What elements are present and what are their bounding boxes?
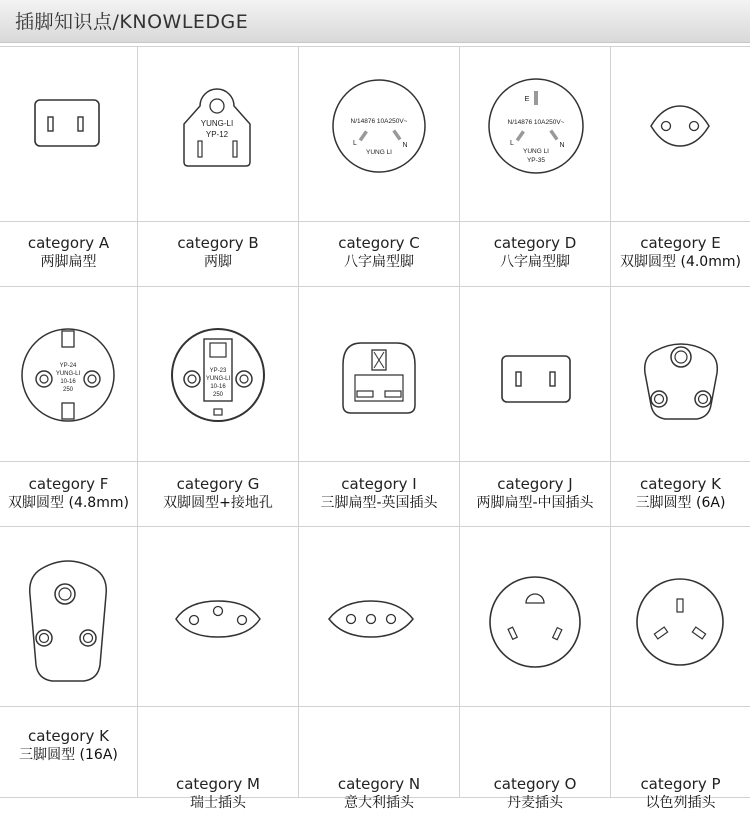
category-name: category I xyxy=(341,475,417,493)
category-desc: 瑞士插头 xyxy=(190,795,246,811)
plug-card-g xyxy=(138,287,298,526)
category-desc: 双脚圆型+接地孔 xyxy=(163,495,273,511)
plug-marking: YP-24 xyxy=(59,363,77,369)
plug-card-f xyxy=(0,287,137,526)
plug-card-b xyxy=(138,46,298,286)
plug-card-e xyxy=(611,46,750,286)
pin-label-n: N xyxy=(402,142,408,149)
category-name: category J xyxy=(497,475,573,493)
category-desc: 丹麦插头 xyxy=(507,795,563,811)
category-name: category P xyxy=(640,775,721,793)
plug-card-p xyxy=(611,527,750,811)
plug-card-j xyxy=(460,287,610,526)
category-name: category K xyxy=(28,727,109,745)
pin-label-l: L xyxy=(353,140,357,147)
plug-card-o xyxy=(460,527,610,811)
plug-card-a xyxy=(0,46,137,286)
plug-label xyxy=(460,234,610,272)
plug-label xyxy=(299,234,459,272)
round-pin-earth-hole-icon xyxy=(138,287,298,462)
plug-card-d xyxy=(460,46,610,286)
plug-marking: YUNG-LI xyxy=(205,376,231,382)
category-desc: 双脚圆型 (4.8mm) xyxy=(8,495,129,511)
category-name: category G xyxy=(176,475,260,493)
category-desc: 两脚扁型-中国插头 xyxy=(476,495,594,511)
plug-marking: YP-12 xyxy=(205,130,229,139)
swiss-plug-icon xyxy=(138,527,298,706)
angled-flat-pin-earth-icon xyxy=(460,46,610,221)
plug-label xyxy=(460,775,610,813)
category-name: category D xyxy=(493,234,577,252)
uk-plug-icon xyxy=(299,287,459,462)
italy-plug-icon xyxy=(299,527,459,706)
plug-label xyxy=(0,234,137,272)
category-name: category K xyxy=(640,475,721,493)
plug-marking: YUNG LI xyxy=(522,148,550,155)
plug-card-i xyxy=(299,287,459,526)
plug-card-m xyxy=(138,527,298,811)
pin-label-e: E xyxy=(524,94,530,103)
category-name: category A xyxy=(27,234,110,252)
category-desc: 两脚 xyxy=(204,254,232,270)
plug-card-c xyxy=(299,46,459,286)
plug-marking: YUNG-LI xyxy=(200,119,234,128)
category-name: category N xyxy=(337,775,421,793)
schuko-round-pin-icon xyxy=(0,287,137,462)
plug-label xyxy=(138,475,298,513)
china-flat-pin-icon xyxy=(460,287,610,462)
plug-marking: 250 xyxy=(62,387,74,393)
plug-label xyxy=(299,775,459,813)
category-name: category B xyxy=(177,234,259,252)
three-round-pin-6a-icon xyxy=(611,287,750,462)
two-flat-pin-icon xyxy=(0,46,137,221)
pin-label-n: N xyxy=(559,142,565,149)
plug-label xyxy=(0,727,137,765)
plug-marking: 10-16 xyxy=(60,379,76,385)
category-desc: 三脚圆型 (16A) xyxy=(19,747,118,763)
category-desc: 意大利插头 xyxy=(344,795,414,811)
plug-marking: N/14876 10A250V~ xyxy=(350,118,408,125)
pin-label-l: L xyxy=(510,140,514,147)
category-desc: 两脚扁型 xyxy=(40,254,97,270)
plug-marking: N/14876 10A250V~ xyxy=(507,119,565,126)
plug-marking: 10-16 xyxy=(210,384,226,390)
plug-card-n xyxy=(299,527,459,811)
category-desc: 三脚圆型 (6A) xyxy=(635,495,726,511)
plug-label xyxy=(611,775,750,813)
plug-label xyxy=(0,475,137,513)
category-name: category F xyxy=(28,475,109,493)
plug-marking: YUNG-LI xyxy=(55,371,81,377)
plug-label xyxy=(138,775,298,813)
plug-marking: YP-35 xyxy=(526,157,546,164)
two-pin-plug-icon xyxy=(138,46,298,221)
plug-grid xyxy=(0,46,750,811)
category-desc: 八字扁型脚 xyxy=(344,254,414,270)
plug-label xyxy=(611,475,750,513)
category-name: category O xyxy=(493,775,577,793)
category-desc: 双脚圆型 (4.0mm) xyxy=(620,254,741,270)
plug-marking: YUNG LI xyxy=(365,149,393,156)
plug-marking: YP-23 xyxy=(209,368,227,374)
category-name: category C xyxy=(338,234,420,252)
denmark-plug-icon xyxy=(460,527,610,706)
plug-label xyxy=(299,475,459,513)
plug-label xyxy=(138,234,298,272)
category-name: category M xyxy=(175,775,260,793)
plug-label xyxy=(611,234,750,272)
two-round-pin-icon xyxy=(611,46,750,221)
header-bar xyxy=(0,0,750,43)
page-title: 插脚知识点/KNOWLEDGE xyxy=(15,11,249,33)
category-desc: 以色列插头 xyxy=(645,795,716,811)
three-round-pin-16a-icon xyxy=(0,527,137,706)
angled-flat-pin-icon xyxy=(299,46,459,221)
plug-card-k-16a xyxy=(0,527,137,797)
plug-label xyxy=(460,475,610,513)
category-desc: 三脚扁型-英国插头 xyxy=(320,495,438,511)
category-name: category E xyxy=(640,234,721,252)
israel-plug-icon xyxy=(611,527,750,706)
plug-marking: 250 xyxy=(212,392,224,398)
category-desc: 八字扁型脚 xyxy=(500,254,570,270)
plug-card-k-6a xyxy=(611,287,750,526)
